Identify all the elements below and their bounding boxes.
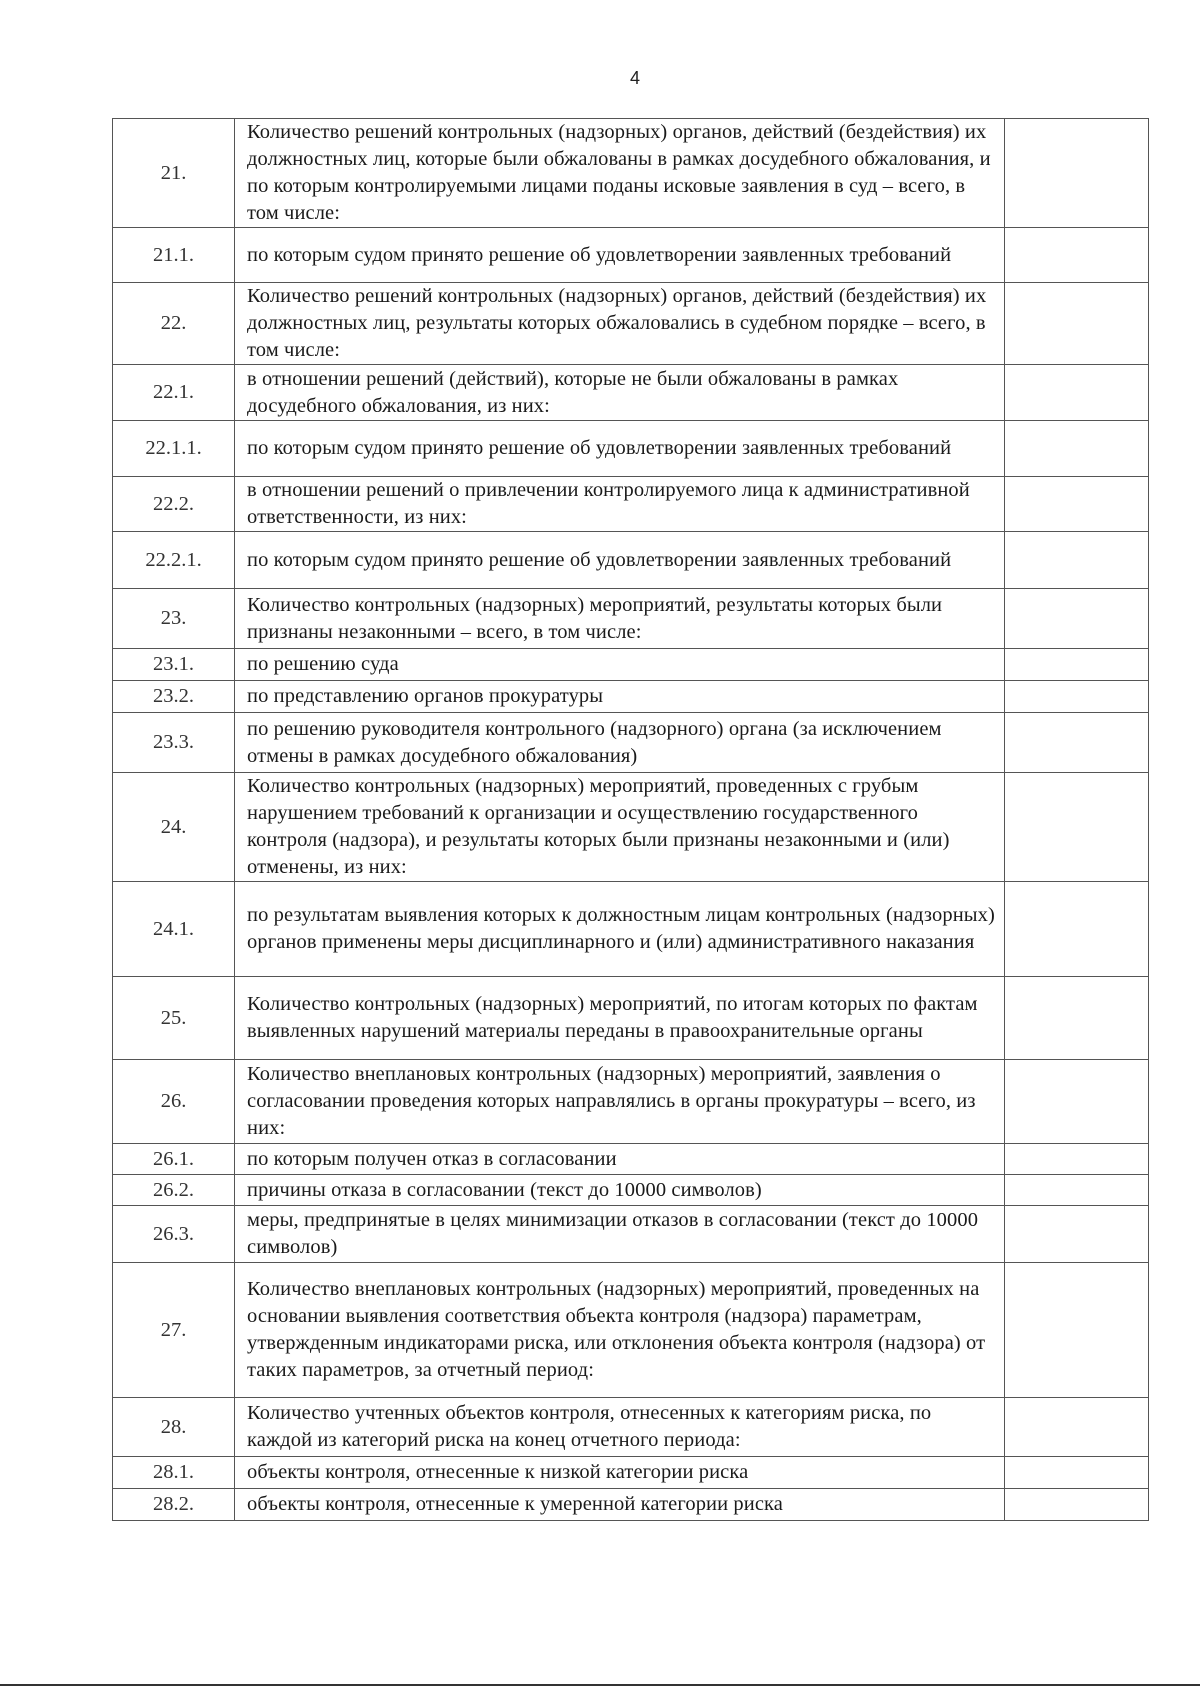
row-value-cell[interactable] — [1005, 119, 1149, 228]
row-number: 26.1. — [113, 1144, 235, 1175]
row-description: по решению руководителя контрольного (надзорного) органа (за исключением отмены в рамках досудебного обжалования) — [235, 713, 1005, 773]
row-value-cell[interactable] — [1005, 1263, 1149, 1398]
row-description: Количество контрольных (надзорных) мероприятий, по итогам которых по фактам выявленных нарушений материалы переданы в правоохранительные органы — [235, 977, 1005, 1060]
row-value-cell[interactable] — [1005, 649, 1149, 681]
table-row — [113, 681, 1149, 713]
row-number: 23.3. — [113, 713, 235, 773]
row-value-cell[interactable] — [1005, 1206, 1149, 1263]
table-row — [113, 1263, 1149, 1398]
row-description: в отношении решений о привлечении контролируемого лица к административной ответственности, из них: — [235, 477, 1005, 532]
row-value-cell[interactable] — [1005, 1398, 1149, 1457]
table-row — [113, 977, 1149, 1060]
row-description: по которым судом принято решение об удовлетворении заявленных требований — [235, 532, 1005, 589]
report-table-body — [113, 119, 1149, 1521]
row-description: Количество внеплановых контрольных (надзорных) мероприятий, заявления о согласовании проведения которых направлялись в органы прокуратуры – всего, из них: — [235, 1060, 1005, 1144]
row-description: Количество контрольных (надзорных) мероприятий, результаты которых были признаны незаконными – всего, в том числе: — [235, 589, 1005, 649]
row-number: 21.1. — [113, 228, 235, 283]
row-description: причины отказа в согласовании (текст до 10000 символов) — [235, 1175, 1005, 1206]
row-value-cell[interactable] — [1005, 681, 1149, 713]
row-number: 23.2. — [113, 681, 235, 713]
report-table — [112, 118, 1149, 1521]
table-row — [113, 1060, 1149, 1144]
row-number: 26. — [113, 1060, 235, 1144]
table-row — [113, 649, 1149, 681]
row-number: 26.3. — [113, 1206, 235, 1263]
table-row — [113, 713, 1149, 773]
row-value-cell[interactable] — [1005, 977, 1149, 1060]
row-description: Количество решений контрольных (надзорных) органов, действий (бездействия) их должностных лиц, которые были обжалованы в рамках досудебного обжалования, и по которым контролируемыми лицами поданы исковые заявления в суд – всего, в том числе: — [235, 119, 1005, 228]
table-row — [113, 1398, 1149, 1457]
row-value-cell[interactable] — [1005, 421, 1149, 477]
row-number: 22.2. — [113, 477, 235, 532]
row-description: объекты контроля, отнесенные к низкой категории риска — [235, 1457, 1005, 1489]
row-number: 28.1. — [113, 1457, 235, 1489]
row-number: 23. — [113, 589, 235, 649]
row-description: по которым судом принято решение об удовлетворении заявленных требований — [235, 228, 1005, 283]
table-row — [113, 119, 1149, 228]
row-value-cell[interactable] — [1005, 477, 1149, 532]
row-number: 22.1.1. — [113, 421, 235, 477]
row-value-cell[interactable] — [1005, 1060, 1149, 1144]
row-value-cell[interactable] — [1005, 1457, 1149, 1489]
row-value-cell[interactable] — [1005, 713, 1149, 773]
row-number: 28.2. — [113, 1489, 235, 1521]
row-number: 22.1. — [113, 365, 235, 421]
row-value-cell[interactable] — [1005, 882, 1149, 977]
row-number: 26.2. — [113, 1175, 235, 1206]
row-number: 22.2.1. — [113, 532, 235, 589]
row-description: меры, предпринятые в целях минимизации отказов в согласовании (текст до 10000 символов) — [235, 1206, 1005, 1263]
row-description: по которым судом принято решение об удовлетворении заявленных требований — [235, 421, 1005, 477]
row-value-cell[interactable] — [1005, 532, 1149, 589]
row-value-cell[interactable] — [1005, 228, 1149, 283]
row-description: в отношении решений (действий), которые не были обжалованы в рамках досудебного обжалования, из них: — [235, 365, 1005, 421]
row-number: 28. — [113, 1398, 235, 1457]
table-row — [113, 1175, 1149, 1206]
row-value-cell[interactable] — [1005, 1144, 1149, 1175]
row-description: Количество решений контрольных (надзорных) органов, действий (бездействия) их должностных лиц, результаты которых обжаловались в судебном порядке – всего, в том числе: — [235, 283, 1005, 365]
row-value-cell[interactable] — [1005, 283, 1149, 365]
row-number: 24. — [113, 773, 235, 882]
row-number: 21. — [113, 119, 235, 228]
row-number: 23.1. — [113, 649, 235, 681]
row-value-cell[interactable] — [1005, 773, 1149, 882]
table-row — [113, 882, 1149, 977]
table-row — [113, 477, 1149, 532]
table-row — [113, 773, 1149, 882]
table-row — [113, 283, 1149, 365]
table-row — [113, 421, 1149, 477]
table-row — [113, 365, 1149, 421]
table-row — [113, 1457, 1149, 1489]
row-value-cell[interactable] — [1005, 1489, 1149, 1521]
table-row — [113, 1206, 1149, 1263]
row-description: Количество контрольных (надзорных) мероприятий, проведенных с грубым нарушением требований к организации и осуществлению государственного контроля (надзора), и результаты которых были признаны незаконными и (или) отменены, из них: — [235, 773, 1005, 882]
row-value-cell[interactable] — [1005, 365, 1149, 421]
row-description: объекты контроля, отнесенные к умеренной категории риска — [235, 1489, 1005, 1521]
row-number: 25. — [113, 977, 235, 1060]
row-number: 27. — [113, 1263, 235, 1398]
row-number: 22. — [113, 283, 235, 365]
table-row — [113, 228, 1149, 283]
row-description: по решению суда — [235, 649, 1005, 681]
row-description: по представлению органов прокуратуры — [235, 681, 1005, 713]
row-description: по которым получен отказ в согласовании — [235, 1144, 1005, 1175]
page-number: 4 — [629, 68, 640, 88]
row-value-cell[interactable] — [1005, 1175, 1149, 1206]
table-row — [113, 1144, 1149, 1175]
table-row — [113, 532, 1149, 589]
row-number: 24.1. — [113, 882, 235, 977]
table-row — [113, 589, 1149, 649]
page-bottom-rule — [0, 1684, 1200, 1686]
row-description: по результатам выявления которых к должностным лицам контрольных (надзорных) органов применены меры дисциплинарного и (или) административного наказания — [235, 882, 1005, 977]
row-description: Количество учтенных объектов контроля, отнесенных к категориям риска, по каждой из категорий риска на конец отчетного периода: — [235, 1398, 1005, 1457]
row-value-cell[interactable] — [1005, 589, 1149, 649]
row-description: Количество внеплановых контрольных (надзорных) мероприятий, проведенных на основании выявления соответствия объекта контроля (надзора) параметрам, утвержденным индикаторами риска, или отклонения объекта контроля (надзора) от таких параметров, за отчетный период: — [235, 1263, 1005, 1398]
table-row — [113, 1489, 1149, 1521]
